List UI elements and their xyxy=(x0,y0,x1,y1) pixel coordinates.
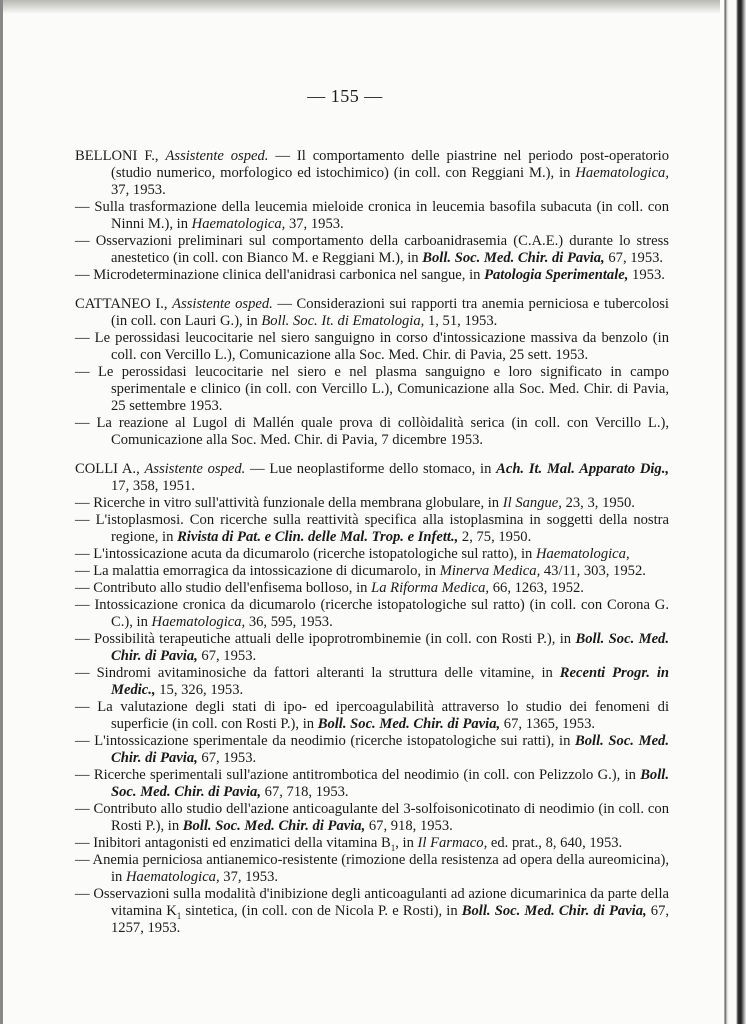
entry-text: , in xyxy=(395,835,418,851)
author-group xyxy=(75,461,669,937)
bibliography-entry xyxy=(75,546,669,563)
entry-text: 23, 3, 1950. xyxy=(561,495,635,511)
entry-text: — Lue neoplastiforme dello stomaco, in xyxy=(245,461,497,477)
bibliography-entry xyxy=(75,495,669,512)
entry-text: — Le perossidasi leucocitarie nel siero e nel plasma sanguigno e loro significato in campo sperimentale e clinico (in coll. con Vercillo L.), Comunicazione alla Soc. Med. Chir. di Pavia, 25 settembre 1953. xyxy=(75,364,669,414)
author-group xyxy=(75,148,669,284)
journal-or-title-italic: Boll. Soc. Med. Chir. di Pavia, xyxy=(111,631,669,664)
bibliography-entry xyxy=(75,580,669,597)
journal-or-title-italic: Boll. Soc. Med. Chir. di Pavia, xyxy=(111,767,669,800)
entry-text: — Intossicazione cronica da dicumarolo (ricerche istopatologiche sul ratto) (in coll. con Corona G. C.), in xyxy=(75,597,669,630)
journal-or-title-italic: Boll. Soc. Med. Chir. di Pavia, xyxy=(182,818,366,834)
journal-or-title-italic: Boll. Soc. It. di Ematologia, xyxy=(261,313,425,329)
scan-binding-edge xyxy=(720,0,746,1024)
entry-text: — La malattia emorragica da intossicazione di dicumarolo, in xyxy=(75,563,440,579)
author-group xyxy=(75,296,669,449)
bibliography-entry xyxy=(75,733,669,767)
entry-text: 15, 326, 1953. xyxy=(155,682,244,698)
entry-text: — La reazione al Lugol di Mallén quale prova di collòidalità serica (in coll. con Vercillo L.), Comunicazione alla Soc. Med. Chir. di Pavia, 7 dicembre 1953. xyxy=(75,415,669,448)
entry-text: CATTANEO I., xyxy=(75,296,173,312)
journal-or-title-italic: Assistente osped. xyxy=(165,148,269,164)
bibliography-entry xyxy=(75,233,669,267)
bibliography-entry xyxy=(75,330,669,364)
bibliography-entry xyxy=(75,886,669,937)
journal-or-title-italic: Ach. It. Mal. Apparato Dig., xyxy=(496,461,670,477)
journal-or-title-italic: Haematologica, xyxy=(191,216,286,232)
scan-left-edge xyxy=(0,0,3,1024)
entry-text: — Inibitori antagonisti ed enzimatici della vitamina B xyxy=(75,835,391,851)
journal-or-title-italic: Il Farmaco, xyxy=(417,835,488,851)
entry-text: — Contributo allo studio dell'enfisema bolloso, in xyxy=(75,580,372,596)
entry-text: 37, 1953. xyxy=(111,182,166,198)
journal-or-title-italic: Haematologica, xyxy=(535,546,630,562)
entry-text: 17, 358, 1951. xyxy=(111,478,195,494)
entry-text: — Anemia perniciosa antianemico-resistente (rimozione della resistenza ad opera della aureomicina), in xyxy=(75,852,669,885)
entry-text: — Microdeterminazione clinica dell'anidrasi carbonica nel sangue, in xyxy=(75,267,485,283)
entry-text: — Osservazioni preliminari sul comportamento della carboanidrasemia (C.A.E.) durante lo stress anestetico (in coll. con Bianco M. e Reggiani M.), in xyxy=(75,233,669,266)
bibliography-entry xyxy=(75,512,669,546)
entry-text: — Sindromi avitaminosiche da fattori alteranti la struttura delle vitamine, in xyxy=(75,665,560,681)
journal-or-title-italic: Recenti Progr. in Medic., xyxy=(111,665,669,698)
entry-text: — La valutazione degli stati di ipo- ed ipercoagulabilità attraverso lo studio dei fenomeni di superficie (in coll. con Rosti P.), in xyxy=(75,699,669,732)
entry-text: — L'intossicazione acuta da dicumarolo (ricerche istopatologiche sul ratto), in xyxy=(75,546,536,562)
entry-text: — Ricerche sperimentali sull'azione antitrombotica del neodimio (in coll. con Pelizzolo G.), in xyxy=(75,767,641,783)
entry-text: ed. prat., 8, 640, 1953. xyxy=(487,835,623,851)
bibliography-entry xyxy=(75,801,669,835)
entry-text: 67, 1953. xyxy=(197,648,257,664)
entry-text: 67, 918, 1953. xyxy=(365,818,453,834)
entry-text: 67, 1953. xyxy=(604,250,664,266)
bibliography-entry xyxy=(75,665,669,699)
entry-text: — Osservazioni sulla modalità d'inibizione degli anticoagulanti ad azione dicumarinica da parte della vitamina K xyxy=(75,886,669,919)
entry-text: 1953. xyxy=(628,267,665,283)
journal-or-title-italic: Boll. Soc. Med. Chir. di Pavia, xyxy=(111,733,669,766)
bibliography-entry xyxy=(75,364,669,415)
journal-or-title-italic: Haematologica, xyxy=(151,614,246,630)
scan-top-shadow xyxy=(0,0,746,14)
journal-or-title-italic: La Riforma Medica, xyxy=(371,580,490,596)
bibliography-entry xyxy=(75,199,669,233)
entry-text: 2, 75, 1950. xyxy=(458,529,532,545)
journal-or-title-italic: Assistente osped. xyxy=(144,461,246,477)
entry-text: 67, 1953. xyxy=(197,750,257,766)
subscript: 1 xyxy=(176,910,182,921)
entry-text: — Ricerche in vitro sull'attività funzionale della membrana globulare, in xyxy=(75,495,503,511)
bibliography-entry xyxy=(75,148,669,199)
bibliography-entry xyxy=(75,461,669,495)
bibliography-list xyxy=(75,148,669,949)
entry-text: 67, 718, 1953. xyxy=(261,784,349,800)
entry-text: 67, 1257, 1953. xyxy=(111,903,670,936)
entry-text: — Sulla trasformazione della leucemia mieloide cronica in leucemia basofila subacuta (in coll. con Ninni M.), in xyxy=(75,199,669,232)
journal-or-title-italic: Minerva Medica, xyxy=(439,563,541,579)
entry-text: 1, 51, 1953. xyxy=(424,313,498,329)
entry-text: 43/11, 303, 1952. xyxy=(540,563,646,579)
entry-text: 67, 1365, 1953. xyxy=(500,716,596,732)
entry-text: — Contributo allo studio dell'azione anticoagulante del 3-solfoisonicotinato di neodimio (in coll. con Rosti P.), in xyxy=(75,801,669,834)
bibliography-entry xyxy=(75,852,669,886)
bibliography-entry xyxy=(75,296,669,330)
entry-text: — Possibilità terapeutiche attuali delle ipoprotrombinemie (in coll. con Rosti P.), in xyxy=(75,631,576,647)
bibliography-entry xyxy=(75,267,669,284)
bibliography-entry xyxy=(75,415,669,449)
entry-text: COLLI A., xyxy=(75,461,145,477)
entry-text: — Considerazioni sui rapporti tra anemia perniciosa e tubercolosi (in coll. con Lauri G.), in xyxy=(111,296,669,329)
entry-text: 66, 1263, 1952. xyxy=(489,580,584,596)
page-number: — 155 — xyxy=(307,86,383,106)
entry-text: — Le perossidasi leucocitarie nel siero sanguigno in corso d'intossicazione massiva da benzolo (in coll. con Vercillo L.), Comunicazione alla Soc. Med. Chir. di Pavia, 25 sett. 1953. xyxy=(75,330,669,363)
entry-text: 36, 595, 1953. xyxy=(245,614,333,630)
journal-or-title-italic: Haematologica, xyxy=(126,869,220,885)
entry-text: 37, 1953. xyxy=(285,216,344,232)
entry-text: 37, 1953. xyxy=(219,869,279,885)
bibliography-entry xyxy=(75,699,669,733)
journal-or-title-italic: Boll. Soc. Med. Chir. di Pavia, xyxy=(422,250,605,266)
entry-text: BELLONI F., xyxy=(75,148,166,164)
journal-or-title-italic: Boll. Soc. Med. Chir. di Pavia, xyxy=(461,903,647,919)
bibliography-entry xyxy=(75,563,669,580)
entry-text: — Il comportamento delle piastrine nel periodo post-operatorio (studio numerico, morfologico ed istochimico) (in coll. con Reggiani M.), in xyxy=(111,148,670,181)
journal-or-title-italic: Patologia Sperimentale, xyxy=(484,267,629,283)
entry-text: — L'istoplasmosi. Con ricerche sulla reattività specifica alla istoplasmina in soggetti della nostra regione, in xyxy=(75,512,669,545)
journal-or-title-italic: Haematologica, xyxy=(575,165,669,181)
bibliography-entry xyxy=(75,631,669,665)
entry-text: — L'intossicazione sperimentale da neodimio (ricerche istopatologiche sui ratti), in xyxy=(75,733,575,749)
journal-or-title-italic: Boll. Soc. Med. Chir. di Pavia, xyxy=(317,716,501,732)
subscript: 1 xyxy=(390,842,396,853)
bibliography-entry xyxy=(75,597,669,631)
entry-text: sintetica, (in coll. con de Nicola P. e Rosti), in xyxy=(181,903,462,919)
journal-or-title-italic: Il Sangue, xyxy=(502,495,562,511)
journal-or-title-italic: Assistente osped. xyxy=(172,296,273,312)
journal-or-title-italic: Rivista di Pat. e Clin. delle Mal. Trop. e Infett., xyxy=(177,529,459,545)
bibliography-entry xyxy=(75,835,669,852)
bibliography-entry xyxy=(75,767,669,801)
